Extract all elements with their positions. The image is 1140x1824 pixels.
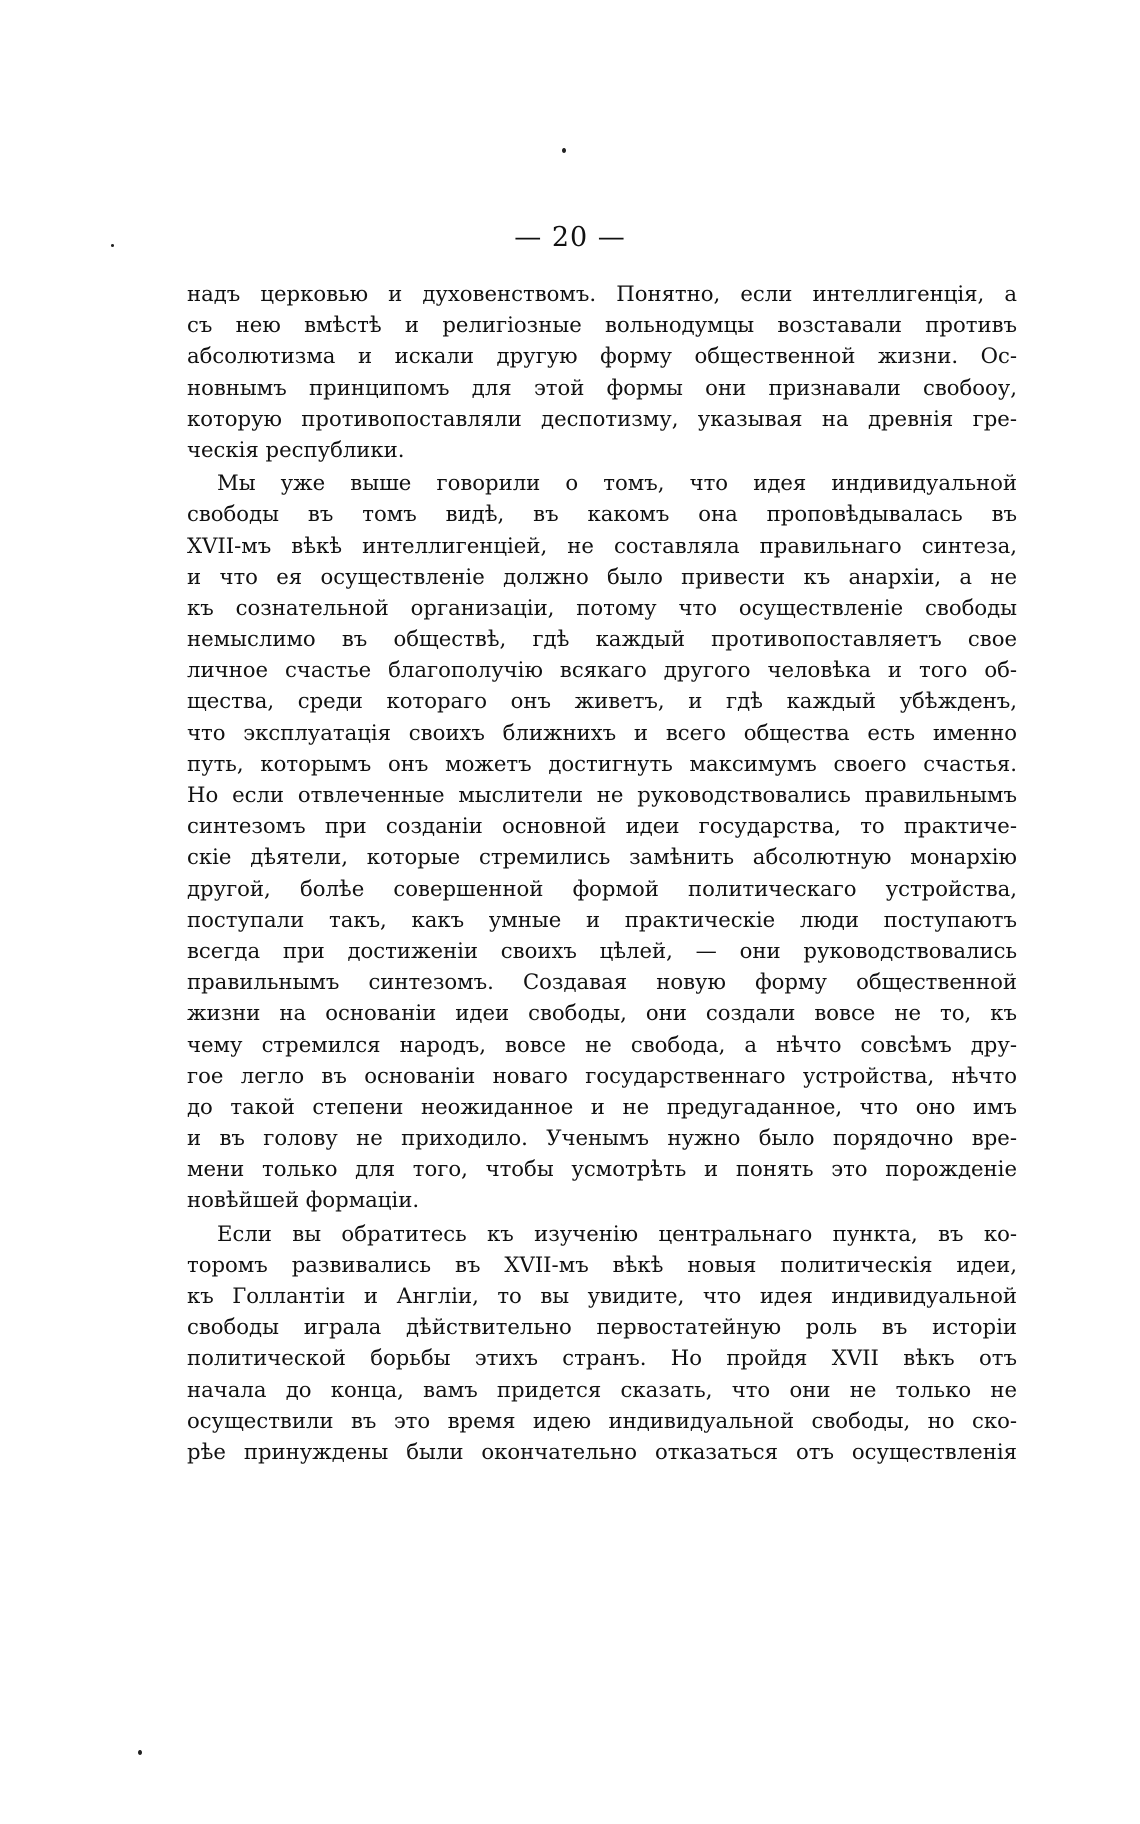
text-line: рѣе принуждены были окончательно отказаться отъ осуществленія (187, 1438, 1017, 1464)
text-line: торомъ развивались въ XVII-мъ вѣкѣ новыя политическія идеи, (187, 1251, 1017, 1277)
text-line: Мы уже выше говорили о томъ, что идея индивидуальной (217, 470, 1017, 496)
text-line: политической борьбы этихъ странъ. Но пройдя XVII вѣкъ отъ (187, 1345, 1017, 1371)
text-line: мени только для того, чтобы усмотрѣть и понять это порожденіе (187, 1156, 1017, 1182)
paragraph-2 (187, 467, 1017, 1216)
text-line: начала до конца, вамъ придется сказать, что они не только не (187, 1376, 1017, 1402)
text-line: новнымъ принципомъ для этой формы они признавали свобоοу, (187, 374, 1017, 400)
text-line: абсолютизма и искали другую форму общественной жизни. Ос- (187, 343, 1017, 369)
text-line: XVII-мъ вѣкѣ интеллигенціей, не составляла правильнаго синтеза, (187, 532, 1017, 558)
text-line: поступали такъ, какъ умные и практическіе люди поступаютъ (187, 906, 1017, 932)
text-line: немыслимо въ обществѣ, гдѣ каждый противопоставляетъ свое (187, 626, 1017, 652)
text-line: осуществили въ это время идею индивидуальной свободы, но ско- (187, 1407, 1017, 1433)
text-line: и что ея осуществленіе должно было привести къ анархіи, а не (187, 563, 1017, 589)
text-line: жизни на основаніи идеи свободы, они создали вовсе не то, къ (187, 1000, 1017, 1026)
text-line: надъ церковью и духовенствомъ. Понятно, если интеллигенція, а (187, 281, 1017, 306)
text-line: синтезомъ при созданіи основной идеи государства, то практиче- (187, 813, 1017, 839)
text-line: скіе дѣятели, которые стремились замѣнить абсолютную монархію (187, 844, 1017, 870)
text-line: и въ голову не приходило. Ученымъ нужно было порядочно вре- (187, 1125, 1017, 1151)
text-line: всегда при достиженіи своихъ цѣлей, — они руководствовались (187, 937, 1017, 963)
paragraph-1 (187, 278, 1017, 465)
text-line: къ сознательной организаціи, потому что осуществленіе свободы (187, 594, 1017, 620)
text-line: ческія республики. (187, 436, 405, 462)
text-line: гое легло въ основаніи новаго государственнаго устройства, нѣчто (187, 1062, 1017, 1088)
text-line: до такой степени неожиданное и не предугаданное, что оно имъ (187, 1093, 1017, 1119)
page-number: — 20 — (514, 222, 626, 253)
text-line: путь, которымъ онъ можетъ достигнуть максимумъ своего счастья. (187, 750, 1017, 776)
text-line: щества, среди котораго онъ живетъ, и гдѣ каждый убѣжденъ, (187, 688, 1017, 714)
text-line: Но если отвлеченные мыслители не руководствовались правильнымъ (187, 782, 1017, 807)
text-line: Если вы обратитесь къ изученію центральнаго пункта, въ ко- (217, 1220, 1017, 1246)
paragraph-3 (187, 1218, 1017, 1468)
text-line: къ Голлантіи и Англіи, то вы увидите, что идея индивидуальной (187, 1283, 1017, 1308)
body-text (187, 278, 1017, 1467)
text-line: другой, болѣе совершенной формой политическаго устройства, (187, 875, 1017, 901)
text-line: что эксплуатація своихъ ближнихъ и всего общества есть именно (187, 719, 1017, 745)
text-line: свободы въ томъ видѣ, въ какомъ она проповѣдывалась въ (187, 501, 1017, 527)
text-line: свободы играла дѣйствительно первостатейную роль въ исторіи (187, 1314, 1017, 1340)
text-line: новѣйшей формаціи. (187, 1187, 420, 1213)
scan-speck-top (562, 148, 566, 153)
text-line: которую противопоставляли деспотизму, указывая на древнія гре- (187, 405, 1017, 431)
text-line: личное счастье благополучію всякаго другого человѣка и того об- (187, 657, 1017, 683)
scan-speck-bottom (138, 1750, 142, 1755)
text-line: чему стремился народъ, вовсе не свобода, а нѣчто совсѣмъ дру- (187, 1031, 1017, 1057)
text-line: правильнымъ синтезомъ. Создавая новую форму общественной (187, 969, 1017, 995)
text-line: съ нею вмѣстѣ и религіозные вольнодумцы возставали противъ (187, 312, 1017, 338)
